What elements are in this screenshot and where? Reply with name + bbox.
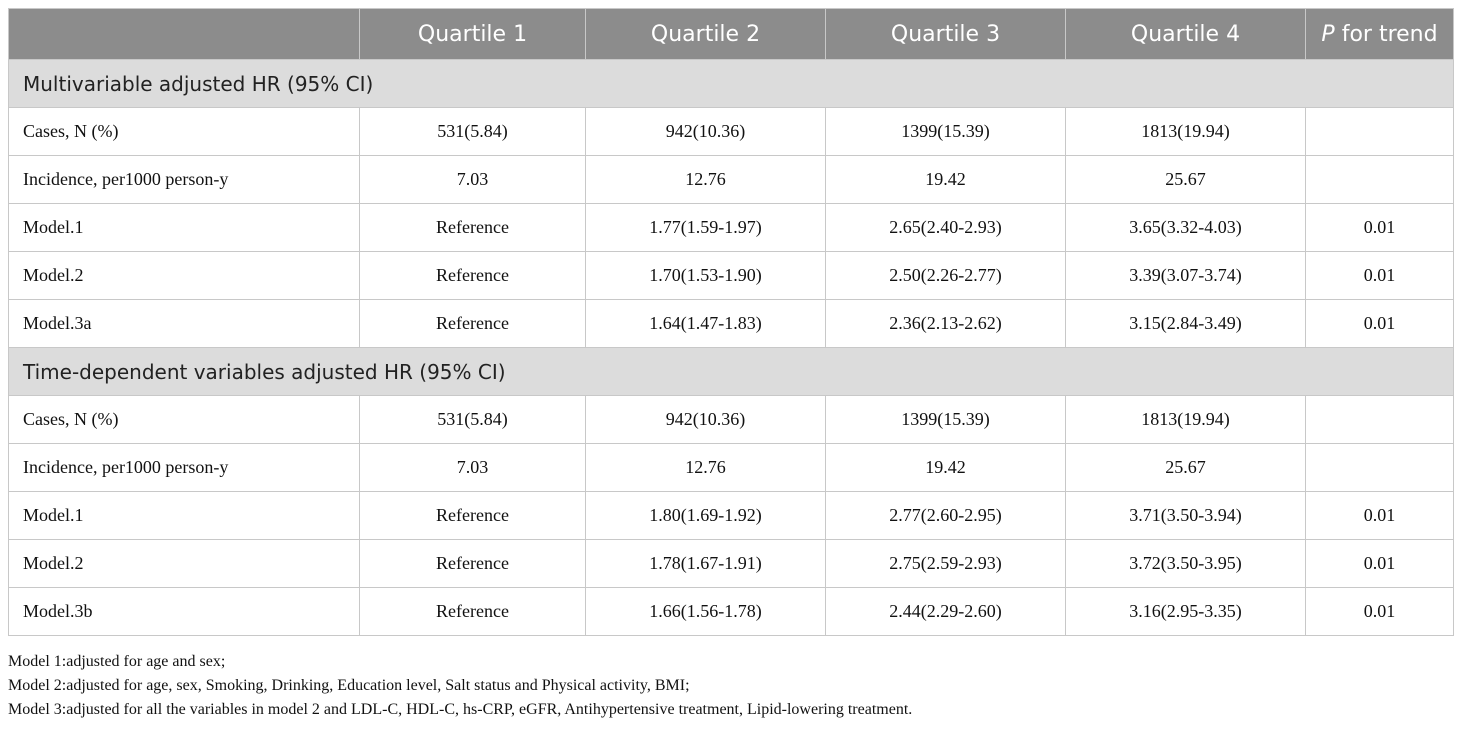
cell-quartile-3: 2.50(2.26-2.77) — [826, 252, 1066, 300]
cell-quartile-2: 1.78(1.67-1.91) — [586, 540, 826, 588]
cell-p-for-trend: 0.01 — [1306, 492, 1454, 540]
cell-p-for-trend — [1306, 396, 1454, 444]
cell-quartile-2: 1.80(1.69-1.92) — [586, 492, 826, 540]
row-label: Cases, N (%) — [9, 108, 360, 156]
cell-p-for-trend: 0.01 — [1306, 540, 1454, 588]
cell-quartile-1: Reference — [360, 492, 586, 540]
header-quartile-3: Quartile 3 — [826, 9, 1066, 60]
cell-p-for-trend: 0.01 — [1306, 588, 1454, 636]
table-row — [9, 300, 1454, 348]
row-label: Cases, N (%) — [9, 396, 360, 444]
table-row — [9, 492, 1454, 540]
cell-quartile-2: 1.77(1.59-1.97) — [586, 204, 826, 252]
footnotes — [8, 650, 1453, 722]
cell-p-for-trend — [1306, 108, 1454, 156]
header-p-for-trend — [1306, 9, 1454, 60]
cell-p-for-trend — [1306, 444, 1454, 492]
cell-quartile-2: 12.76 — [586, 156, 826, 204]
cell-quartile-3: 2.44(2.29-2.60) — [826, 588, 1066, 636]
table-row — [9, 396, 1454, 444]
cell-quartile-1: Reference — [360, 252, 586, 300]
cell-p-for-trend: 0.01 — [1306, 204, 1454, 252]
cell-quartile-2: 1.70(1.53-1.90) — [586, 252, 826, 300]
section-title: Multivariable adjusted HR (95% CI) — [9, 60, 1454, 108]
cell-p-for-trend: 0.01 — [1306, 300, 1454, 348]
table-container — [8, 8, 1453, 636]
cell-quartile-4: 25.67 — [1066, 156, 1306, 204]
cell-quartile-3: 1399(15.39) — [826, 396, 1066, 444]
cell-quartile-2: 1.66(1.56-1.78) — [586, 588, 826, 636]
cell-quartile-4: 1813(19.94) — [1066, 396, 1306, 444]
row-label: Model.1 — [9, 492, 360, 540]
cell-quartile-1: Reference — [360, 540, 586, 588]
cell-quartile-4: 25.67 — [1066, 444, 1306, 492]
header-quartile-2: Quartile 2 — [586, 9, 826, 60]
hazard-ratio-table — [8, 8, 1454, 636]
table-row — [9, 156, 1454, 204]
cell-quartile-3: 19.42 — [826, 156, 1066, 204]
row-label: Incidence, per1000 person-y — [9, 444, 360, 492]
cell-quartile-4: 3.15(2.84-3.49) — [1066, 300, 1306, 348]
cell-quartile-2: 1.64(1.47-1.83) — [586, 300, 826, 348]
table-row — [9, 108, 1454, 156]
p-italic: P — [1321, 21, 1335, 47]
cell-quartile-2: 942(10.36) — [586, 108, 826, 156]
p-for-trend-text: for trend — [1334, 21, 1438, 47]
cell-quartile-3: 19.42 — [826, 444, 1066, 492]
cell-quartile-4: 3.16(2.95-3.35) — [1066, 588, 1306, 636]
cell-p-for-trend — [1306, 156, 1454, 204]
table-row — [9, 252, 1454, 300]
cell-quartile-2: 942(10.36) — [586, 396, 826, 444]
cell-quartile-3: 2.75(2.59-2.93) — [826, 540, 1066, 588]
section-title: Time-dependent variables adjusted HR (95% CI) — [9, 348, 1454, 396]
row-label: Incidence, per1000 person-y — [9, 156, 360, 204]
cell-p-for-trend: 0.01 — [1306, 252, 1454, 300]
cell-quartile-3: 2.77(2.60-2.95) — [826, 492, 1066, 540]
cell-quartile-1: Reference — [360, 204, 586, 252]
row-label: Model.3a — [9, 300, 360, 348]
footnote-model-2: Model 2:adjusted for age, sex, Smoking, Drinking, Education level, Salt status and Physical activity, BMI; — [8, 677, 690, 694]
cell-quartile-4: 3.71(3.50-3.94) — [1066, 492, 1306, 540]
header-blank-cell — [9, 9, 360, 60]
cell-quartile-4: 3.72(3.50-3.95) — [1066, 540, 1306, 588]
cell-quartile-4: 3.39(3.07-3.74) — [1066, 252, 1306, 300]
section-header-row — [9, 60, 1454, 108]
footnote-model-3: Model 3:adjusted for all the variables in model 2 and LDL-C, HDL-C, hs-CRP, eGFR, Antihypertensive treatment, Lipid-lowering treatment. — [8, 701, 913, 718]
cell-quartile-1: Reference — [360, 300, 586, 348]
header-quartile-1: Quartile 1 — [360, 9, 586, 60]
cell-quartile-1: 531(5.84) — [360, 108, 586, 156]
row-label: Model.2 — [9, 252, 360, 300]
cell-quartile-2: 12.76 — [586, 444, 826, 492]
table-row — [9, 588, 1454, 636]
cell-quartile-4: 1813(19.94) — [1066, 108, 1306, 156]
cell-quartile-4: 3.65(3.32-4.03) — [1066, 204, 1306, 252]
row-label: Model.3b — [9, 588, 360, 636]
row-label: Model.2 — [9, 540, 360, 588]
cell-quartile-3: 1399(15.39) — [826, 108, 1066, 156]
table-row — [9, 444, 1454, 492]
cell-quartile-1: 7.03 — [360, 444, 586, 492]
cell-quartile-1: 531(5.84) — [360, 396, 586, 444]
row-label: Model.1 — [9, 204, 360, 252]
cell-quartile-3: 2.65(2.40-2.93) — [826, 204, 1066, 252]
cell-quartile-3: 2.36(2.13-2.62) — [826, 300, 1066, 348]
table-row — [9, 540, 1454, 588]
table-row — [9, 204, 1454, 252]
cell-quartile-1: Reference — [360, 588, 586, 636]
header-quartile-4: Quartile 4 — [1066, 9, 1306, 60]
footnote-model-1: Model 1:adjusted for age and sex; — [8, 653, 226, 670]
section-header-row — [9, 348, 1454, 396]
cell-quartile-1: 7.03 — [360, 156, 586, 204]
header-row — [9, 9, 1454, 60]
